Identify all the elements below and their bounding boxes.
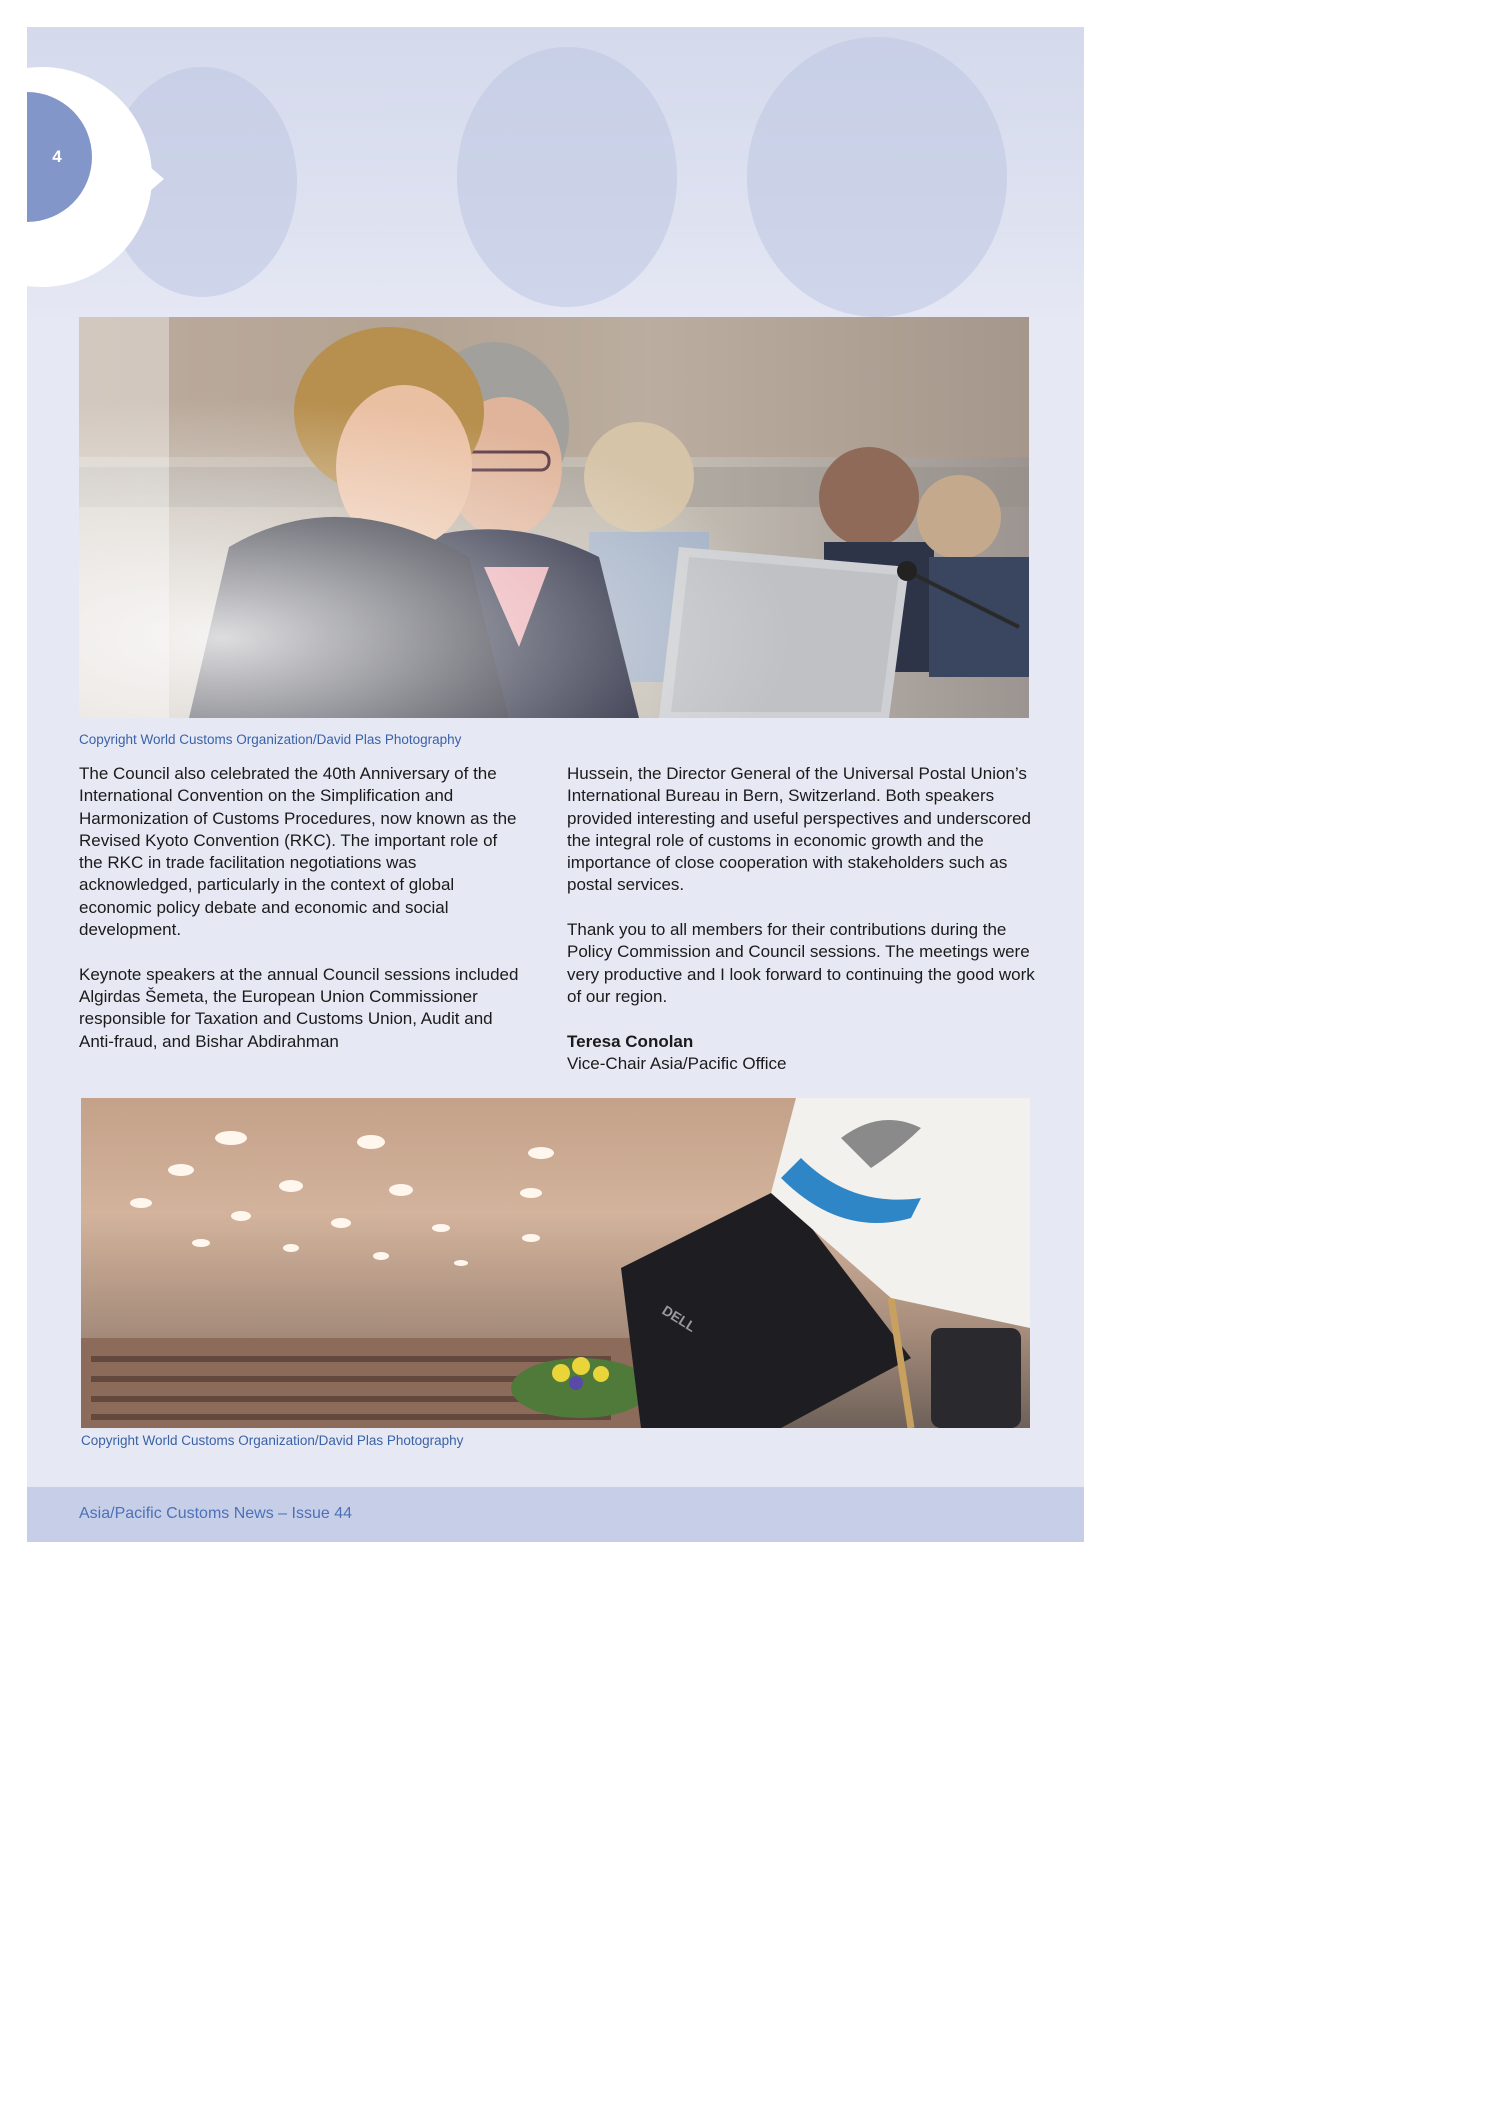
- bottom-photo-caption: Copyright World Customs Organization/David Plas Photography: [81, 1433, 464, 1448]
- page-panel: [27, 27, 1084, 1542]
- article-right-column: [567, 763, 1037, 1075]
- badge-notch: [150, 167, 164, 191]
- article-paragraph: Keynote speakers at the annual Council sessions included Algirdas Šemeta, the European Union Commissioner responsible for Taxation and Customs Union, Audit and Anti-fraud, and Bishar Abdirahman: [79, 964, 519, 1051]
- footer-issue-text: Asia/Pacific Customs News – Issue 44: [79, 1505, 352, 1522]
- bottom-photo: [81, 1098, 1030, 1428]
- header-collage: [27, 27, 1084, 327]
- top-photo: [79, 317, 1029, 718]
- article-left-column: [79, 763, 519, 1075]
- page-number: 4: [52, 147, 62, 166]
- monitor-brand: DELL: [659, 1301, 699, 1335]
- bottom-photo-illustration: [81, 1098, 1030, 1428]
- signature-title: Vice-Chair Asia/Pacific Office: [567, 1053, 787, 1073]
- top-photo-illustration: [79, 317, 1029, 718]
- article-paragraph: Thank you to all members for their contributions during the Policy Commission and Council sessions. The meetings were very productive and I look forward to continuing the good work of our region.: [567, 920, 1035, 1006]
- ghost-portrait: [457, 47, 677, 307]
- signature-name: Teresa Conolan: [567, 1031, 694, 1051]
- top-photo-caption: Copyright World Customs Organization/David Plas Photography: [79, 732, 462, 747]
- article-paragraph: Hussein, the Director General of the Universal Postal Union’s International Bureau in Bern, Switzerland. Both speakers provided interesting and useful perspectives and underscored the integral role of customs in economic growth and the importance of close cooperation with stakeholders such as postal services.: [567, 764, 1032, 895]
- ghost-portrait: [747, 37, 1007, 317]
- article-paragraph: The Council also celebrated the 40th Anniversary of the International Convention on the Simplification and Harmonization of Customs Procedures, now known as the Revised Kyoto Convention (RKC). The important role of the RKC in trade facilitation negotiations was acknowledged, particularly in the context of global economic policy debate and economic and social development.: [79, 764, 517, 940]
